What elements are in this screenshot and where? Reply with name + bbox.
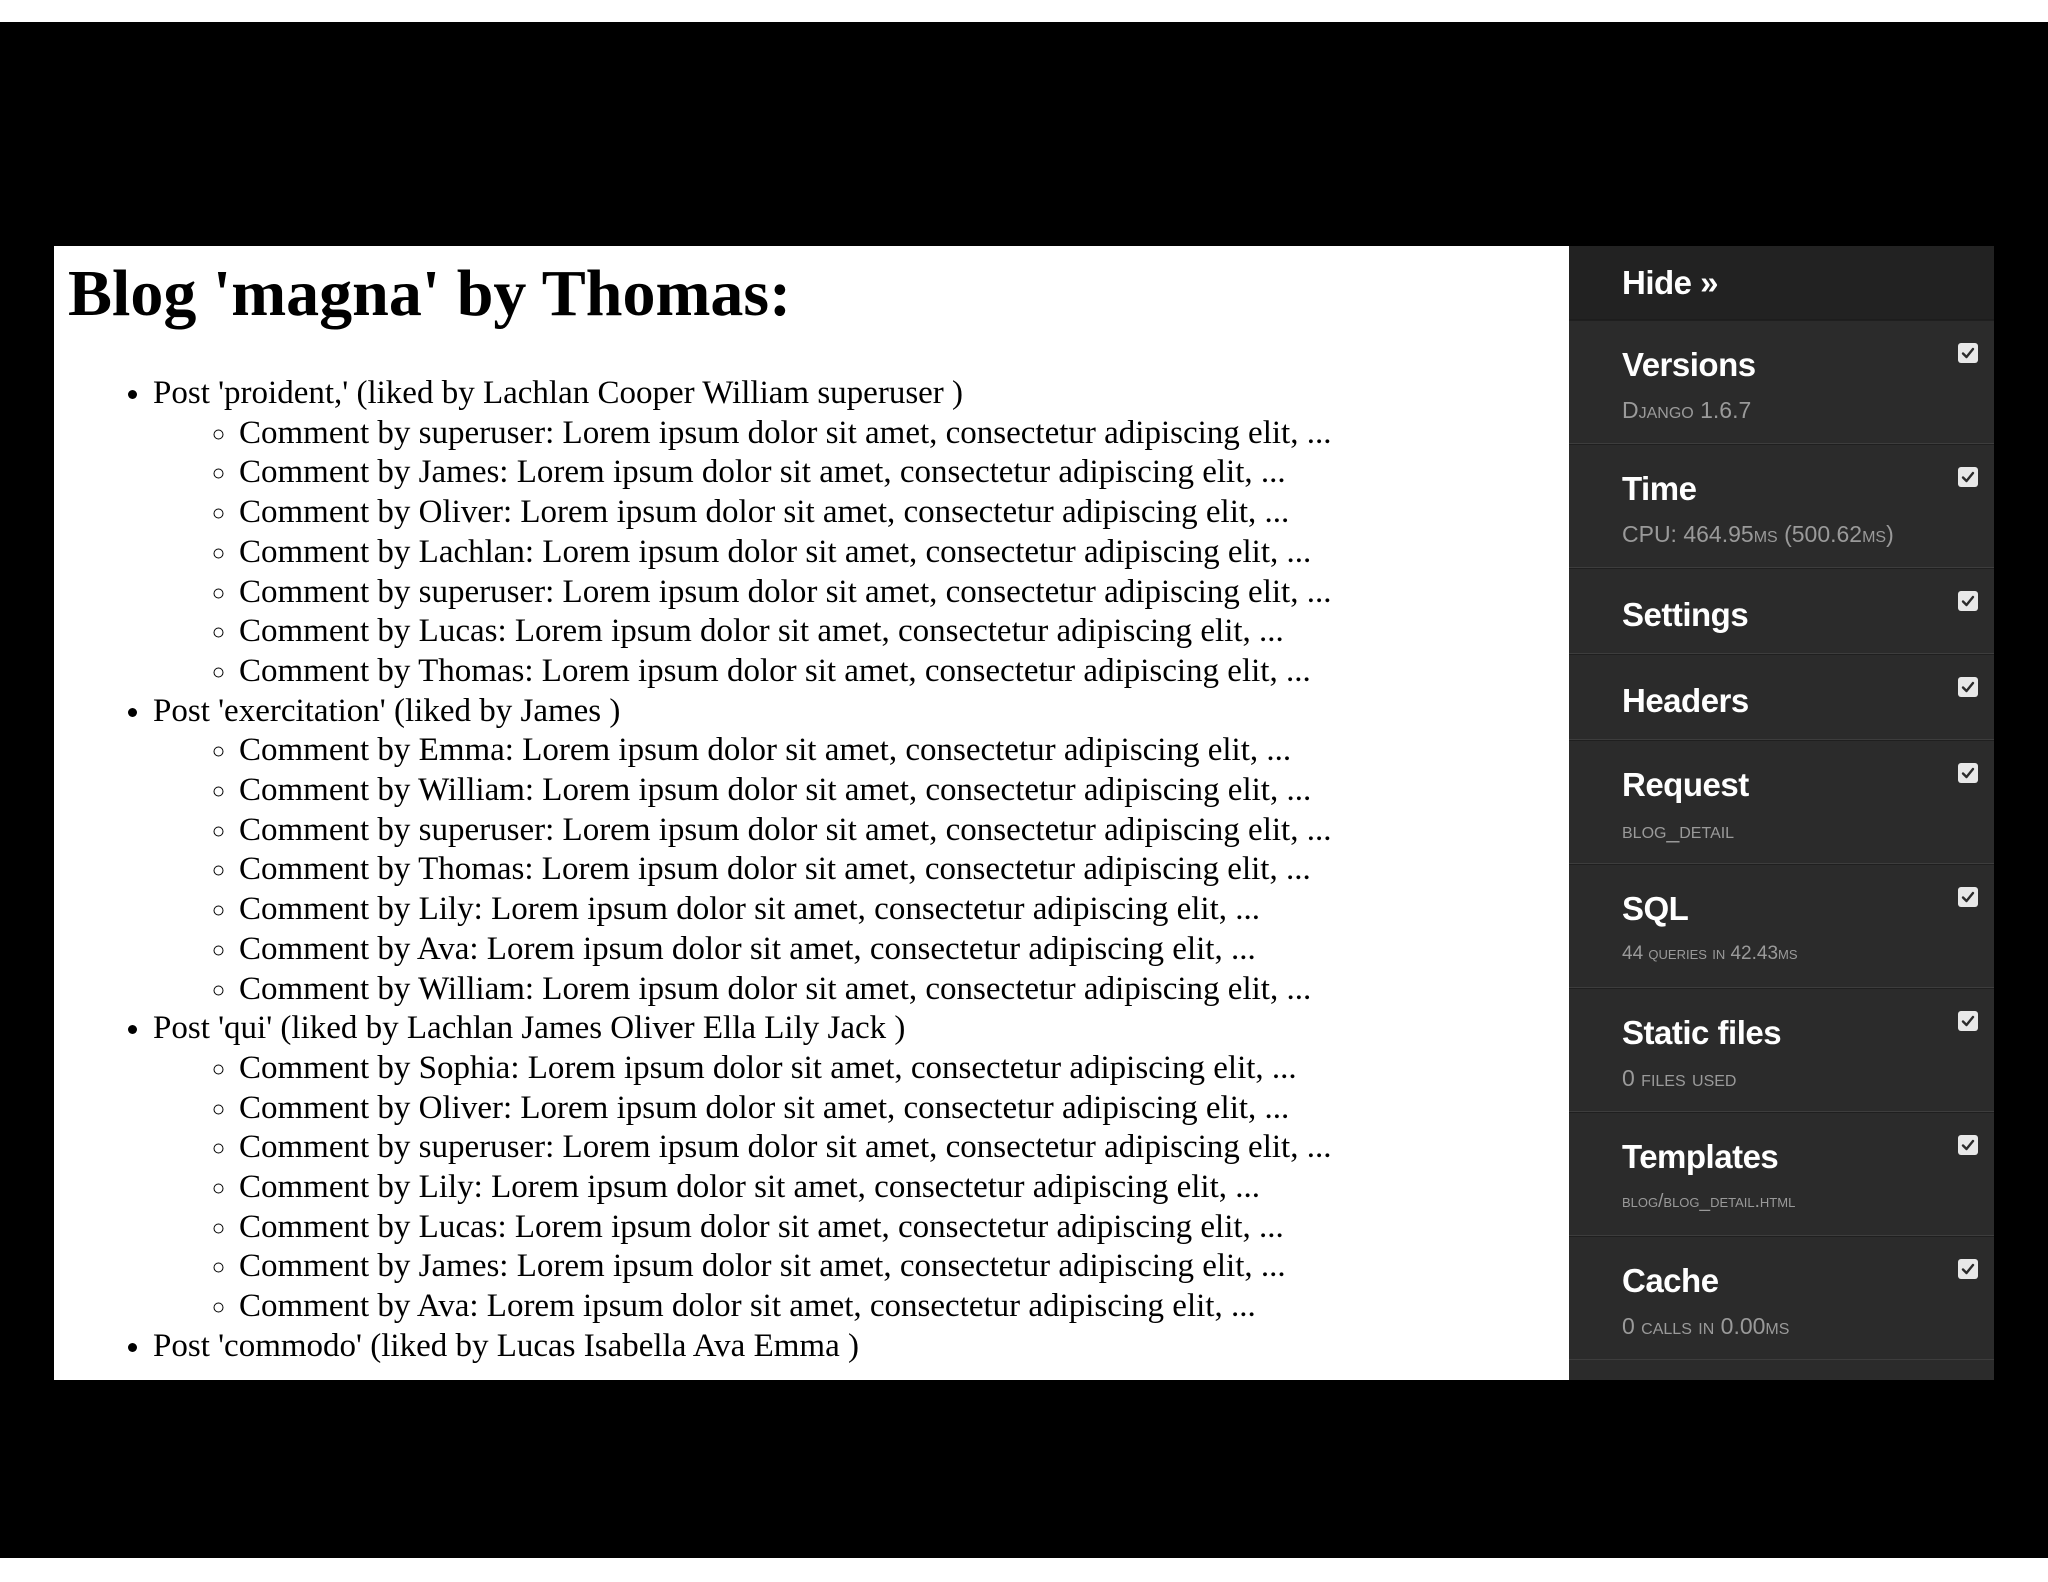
hide-toolbar-link[interactable]: Hide » [1622, 263, 1719, 301]
post-item [153, 692, 1331, 1010]
post-label: Post 'exercitation' (liked by James ) [153, 692, 621, 729]
checkmark-icon [1961, 470, 1975, 484]
panel-toggle-checkbox[interactable] [1958, 1011, 1978, 1031]
post-item [153, 1009, 1331, 1327]
panel-subtitle: blog_detail [1622, 817, 1735, 843]
checkmark-icon [1961, 1262, 1975, 1276]
comment-item: ◦ Comment by superuser: Lorem ipsum dolor sit amet, consectetur adipiscing elit, ... [239, 811, 1331, 851]
comment-item: ◦ Comment by James: Lorem ipsum dolor sit amet, consectetur adipiscing elit, ... [239, 453, 1331, 493]
panel-title: Request [1622, 766, 1749, 803]
post-list [54, 374, 1331, 1367]
panel-subtitle: blog/blog_detail.html [1622, 1191, 1796, 1212]
panel-title: Cache [1622, 1262, 1719, 1299]
post-item [153, 374, 1331, 692]
panel-toggle-checkbox[interactable] [1958, 467, 1978, 487]
comment-list [153, 1049, 1331, 1327]
page-title: Blog 'magna' by Thomas: [68, 257, 792, 330]
comment-list [153, 414, 1331, 692]
toolbar-panel-templates[interactable] [1569, 1112, 1994, 1236]
comment-item: ◦ Comment by Oliver: Lorem ipsum dolor sit amet, consectetur adipiscing elit, ... [239, 493, 1331, 533]
comment-item: ◦ Comment by Lucas: Lorem ipsum dolor sit amet, consectetur adipiscing elit, ... [239, 1208, 1331, 1248]
debug-toolbar [1569, 246, 1994, 1380]
browser-viewport [54, 246, 1994, 1380]
panel-subtitle: 0 files used [1622, 1065, 1737, 1091]
panel-title: Settings [1622, 596, 1749, 633]
post-label: Post 'proident,' (liked by Lachlan Cooper William superuser ) [153, 375, 964, 411]
screen-frame [0, 22, 2048, 1558]
comment-item: ◦ Comment by Sophia: Lorem ipsum dolor sit amet, consectetur adipiscing elit, ... [239, 1049, 1331, 1089]
checkmark-icon [1961, 766, 1975, 780]
toolbar-panel-cache[interactable] [1569, 1236, 1994, 1360]
checkmark-icon [1961, 1014, 1975, 1028]
comment-item: ◦ Comment by William: Lorem ipsum dolor sit amet, consectetur adipiscing elit, ... [239, 970, 1331, 1010]
post-label: Post 'commodo' (liked by Lucas Isabella Ava Emma ) [153, 1327, 859, 1364]
toolbar-panel-headers[interactable] [1569, 654, 1994, 740]
toolbar-panel-static-files[interactable] [1569, 988, 1994, 1112]
panel-title: Templates [1622, 1138, 1779, 1175]
comment-item: ◦ Comment by superuser: Lorem ipsum dolor sit amet, consectetur adipiscing elit, ... [239, 1128, 1331, 1168]
toolbar-hide-row [1569, 246, 1994, 320]
comment-item: ◦ Comment by Lachlan: Lorem ipsum dolor sit amet, consectetur adipiscing elit, ... [239, 533, 1331, 573]
page-content [54, 246, 1569, 1380]
toolbar-panel-list [1569, 320, 1994, 1360]
comment-item: ◦ Comment by Lucas: Lorem ipsum dolor sit amet, consectetur adipiscing elit, ... [239, 612, 1331, 652]
comment-item: ◦ Comment by Lily: Lorem ipsum dolor sit amet, consectetur adipiscing elit, ... [239, 1168, 1331, 1208]
checkmark-icon [1961, 346, 1975, 360]
panel-title: SQL [1622, 890, 1689, 927]
panel-subtitle: 44 queries in 42.43ms [1622, 943, 1798, 964]
panel-title: Time [1622, 470, 1697, 507]
toolbar-panel-settings[interactable] [1569, 568, 1994, 654]
toolbar-panel-request[interactable] [1569, 740, 1994, 864]
post-item [153, 1327, 1331, 1367]
panel-toggle-checkbox[interactable] [1958, 677, 1978, 697]
panel-toggle-checkbox[interactable] [1958, 343, 1978, 363]
panel-toggle-checkbox[interactable] [1958, 887, 1978, 907]
comment-item: ◦ Comment by Emma: Lorem ipsum dolor sit amet, consectetur adipiscing elit, ... [239, 731, 1331, 771]
panel-subtitle: 0 calls in 0.00ms [1622, 1313, 1790, 1339]
toolbar-panel-versions[interactable] [1569, 320, 1994, 444]
panel-toggle-checkbox[interactable] [1958, 1135, 1978, 1155]
checkmark-icon [1961, 680, 1975, 694]
panel-toggle-checkbox[interactable] [1958, 591, 1978, 611]
checkmark-icon [1961, 594, 1975, 608]
panel-title: Versions [1622, 346, 1756, 383]
checkmark-icon [1961, 890, 1975, 904]
comment-item: ◦ Comment by superuser: Lorem ipsum dolor sit amet, consectetur adipiscing elit, ... [239, 573, 1331, 613]
comment-item: ◦ Comment by Ava: Lorem ipsum dolor sit amet, consectetur adipiscing elit, ... [239, 930, 1331, 970]
panel-toggle-checkbox[interactable] [1958, 763, 1978, 783]
comment-item: ◦ Comment by Thomas: Lorem ipsum dolor sit amet, consectetur adipiscing elit, ... [239, 850, 1331, 890]
comment-item: ◦ Comment by Lily: Lorem ipsum dolor sit amet, consectetur adipiscing elit, ... [239, 890, 1331, 930]
comment-item: ◦ Comment by Oliver: Lorem ipsum dolor sit amet, consectetur adipiscing elit, ... [239, 1089, 1331, 1129]
panel-subtitle: CPU: 464.95ms (500.62ms) [1622, 521, 1894, 547]
checkmark-icon [1961, 1138, 1975, 1152]
comment-item: ◦ Comment by Thomas: Lorem ipsum dolor sit amet, consectetur adipiscing elit, ... [239, 652, 1331, 692]
comment-item: ◦ Comment by superuser: Lorem ipsum dolor sit amet, consectetur adipiscing elit, ... [239, 414, 1331, 454]
panel-title: Headers [1622, 682, 1749, 719]
comment-item: ◦ Comment by Ava: Lorem ipsum dolor sit amet, consectetur adipiscing elit, ... [239, 1287, 1331, 1327]
post-label: Post 'qui' (liked by Lachlan James Oliver Ella Lily Jack ) [153, 1010, 906, 1047]
comment-item: ◦ Comment by James: Lorem ipsum dolor sit amet, consectetur adipiscing elit, ... [239, 1247, 1331, 1287]
comment-list [153, 731, 1331, 1009]
toolbar-panel-sql[interactable] [1569, 864, 1994, 988]
panel-subtitle: Django 1.6.7 [1622, 397, 1752, 423]
toolbar-panel-time[interactable] [1569, 444, 1994, 568]
panel-title: Static files [1622, 1014, 1782, 1051]
panel-toggle-checkbox[interactable] [1958, 1259, 1978, 1279]
comment-item: ◦ Comment by William: Lorem ipsum dolor sit amet, consectetur adipiscing elit, ... [239, 771, 1331, 811]
